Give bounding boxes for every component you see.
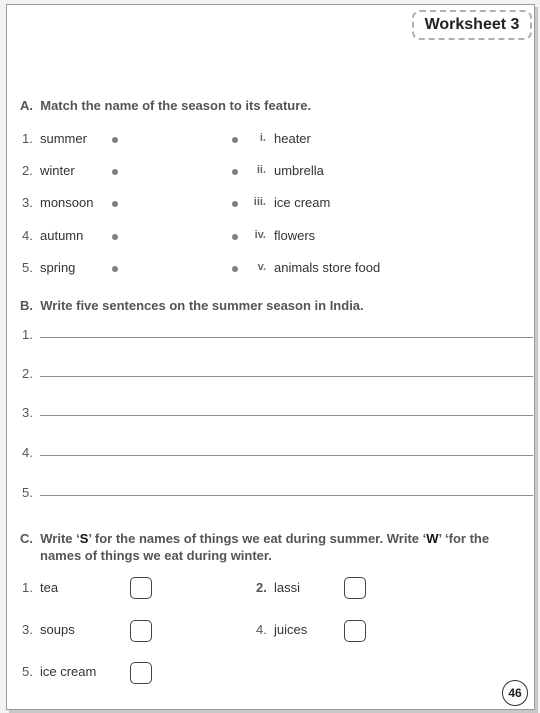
match-left-num: 2. xyxy=(22,163,33,178)
match-left-item: summer xyxy=(40,131,87,146)
answer-box[interactable] xyxy=(344,620,366,642)
match-left-dot[interactable] xyxy=(112,137,118,143)
section-c-title-part3: ’ ‘for the xyxy=(438,531,490,546)
writing-line-num: 3. xyxy=(22,405,33,420)
writing-line-num: 4. xyxy=(22,445,33,460)
match-left-item: autumn xyxy=(40,228,84,243)
match-right-dot[interactable] xyxy=(232,201,238,207)
match-right-item: animals store food xyxy=(274,260,381,275)
worksheet-title: Worksheet 3 xyxy=(424,16,520,33)
section-a-letter: A. xyxy=(20,98,33,113)
section-a-heading xyxy=(20,97,311,115)
answer-box[interactable] xyxy=(344,577,366,599)
page-number: 46 xyxy=(508,686,522,700)
food-item: soups xyxy=(40,622,75,637)
worksheet-title-badge xyxy=(412,10,532,40)
match-right-num: ii. xyxy=(256,164,266,176)
answer-box[interactable] xyxy=(130,662,152,684)
section-c-heading xyxy=(20,530,520,548)
food-item: ice cream xyxy=(40,664,97,679)
match-left-dot[interactable] xyxy=(112,201,118,207)
match-right-item: umbrella xyxy=(274,163,324,178)
section-b-heading xyxy=(20,297,364,315)
match-right-num: v. xyxy=(257,261,266,273)
match-left-item: spring xyxy=(40,260,76,275)
match-right-num: iv. xyxy=(254,229,266,241)
summer-marker: S xyxy=(79,531,89,546)
section-a-title: Match the name of the season to its feature. xyxy=(40,98,312,113)
match-left-num: 1. xyxy=(22,131,33,146)
food-item-num: 2. xyxy=(256,580,267,595)
food-item: tea xyxy=(40,580,59,595)
food-item: juices xyxy=(274,622,308,637)
match-left-item: winter xyxy=(40,163,75,178)
section-b-letter: B. xyxy=(20,298,33,313)
writing-line-num: 2. xyxy=(22,366,33,381)
match-right-dot[interactable] xyxy=(232,266,238,272)
match-left-dot[interactable] xyxy=(112,266,118,272)
winter-marker: W xyxy=(426,531,439,546)
match-right-item: ice cream xyxy=(274,195,331,210)
match-left-dot[interactable] xyxy=(112,234,118,240)
match-left-num: 3. xyxy=(22,195,33,210)
section-c-title-part1: Write ‘ xyxy=(40,531,80,546)
food-item-num: 3. xyxy=(22,622,33,637)
section-b-title: Write five sentences on the summer season in India. xyxy=(40,298,364,313)
answer-box[interactable] xyxy=(130,577,152,599)
match-right-item: flowers xyxy=(274,228,316,243)
section-c-title-line2: names of things we eat during winter. xyxy=(40,548,272,563)
writing-line-num: 5. xyxy=(22,485,33,500)
match-right-num: iii. xyxy=(253,196,266,208)
food-item-num: 5. xyxy=(22,664,33,679)
food-item-num: 1. xyxy=(22,580,33,595)
writing-line[interactable] xyxy=(40,415,533,416)
answer-box[interactable] xyxy=(130,620,152,642)
writing-line[interactable] xyxy=(40,495,533,496)
writing-line-num: 1. xyxy=(22,327,33,342)
food-item: lassi xyxy=(274,580,301,595)
writing-line[interactable] xyxy=(40,455,533,456)
match-right-item: heater xyxy=(274,131,311,146)
food-item-num: 4. xyxy=(256,622,267,637)
writing-line[interactable] xyxy=(40,376,533,377)
section-c-title-part2: ’ for the names of things we eat during summer. Write ‘ xyxy=(88,531,427,546)
match-right-dot[interactable] xyxy=(232,169,238,175)
writing-line[interactable] xyxy=(40,337,533,338)
match-right-dot[interactable] xyxy=(232,234,238,240)
match-left-item: monsoon xyxy=(40,195,94,210)
match-right-dot[interactable] xyxy=(232,137,238,143)
match-right-num: i. xyxy=(259,132,266,144)
match-left-num: 4. xyxy=(22,228,33,243)
match-left-dot[interactable] xyxy=(112,169,118,175)
page-number-badge xyxy=(502,680,528,706)
match-left-num: 5. xyxy=(22,260,33,275)
section-c-letter: C. xyxy=(20,531,33,546)
